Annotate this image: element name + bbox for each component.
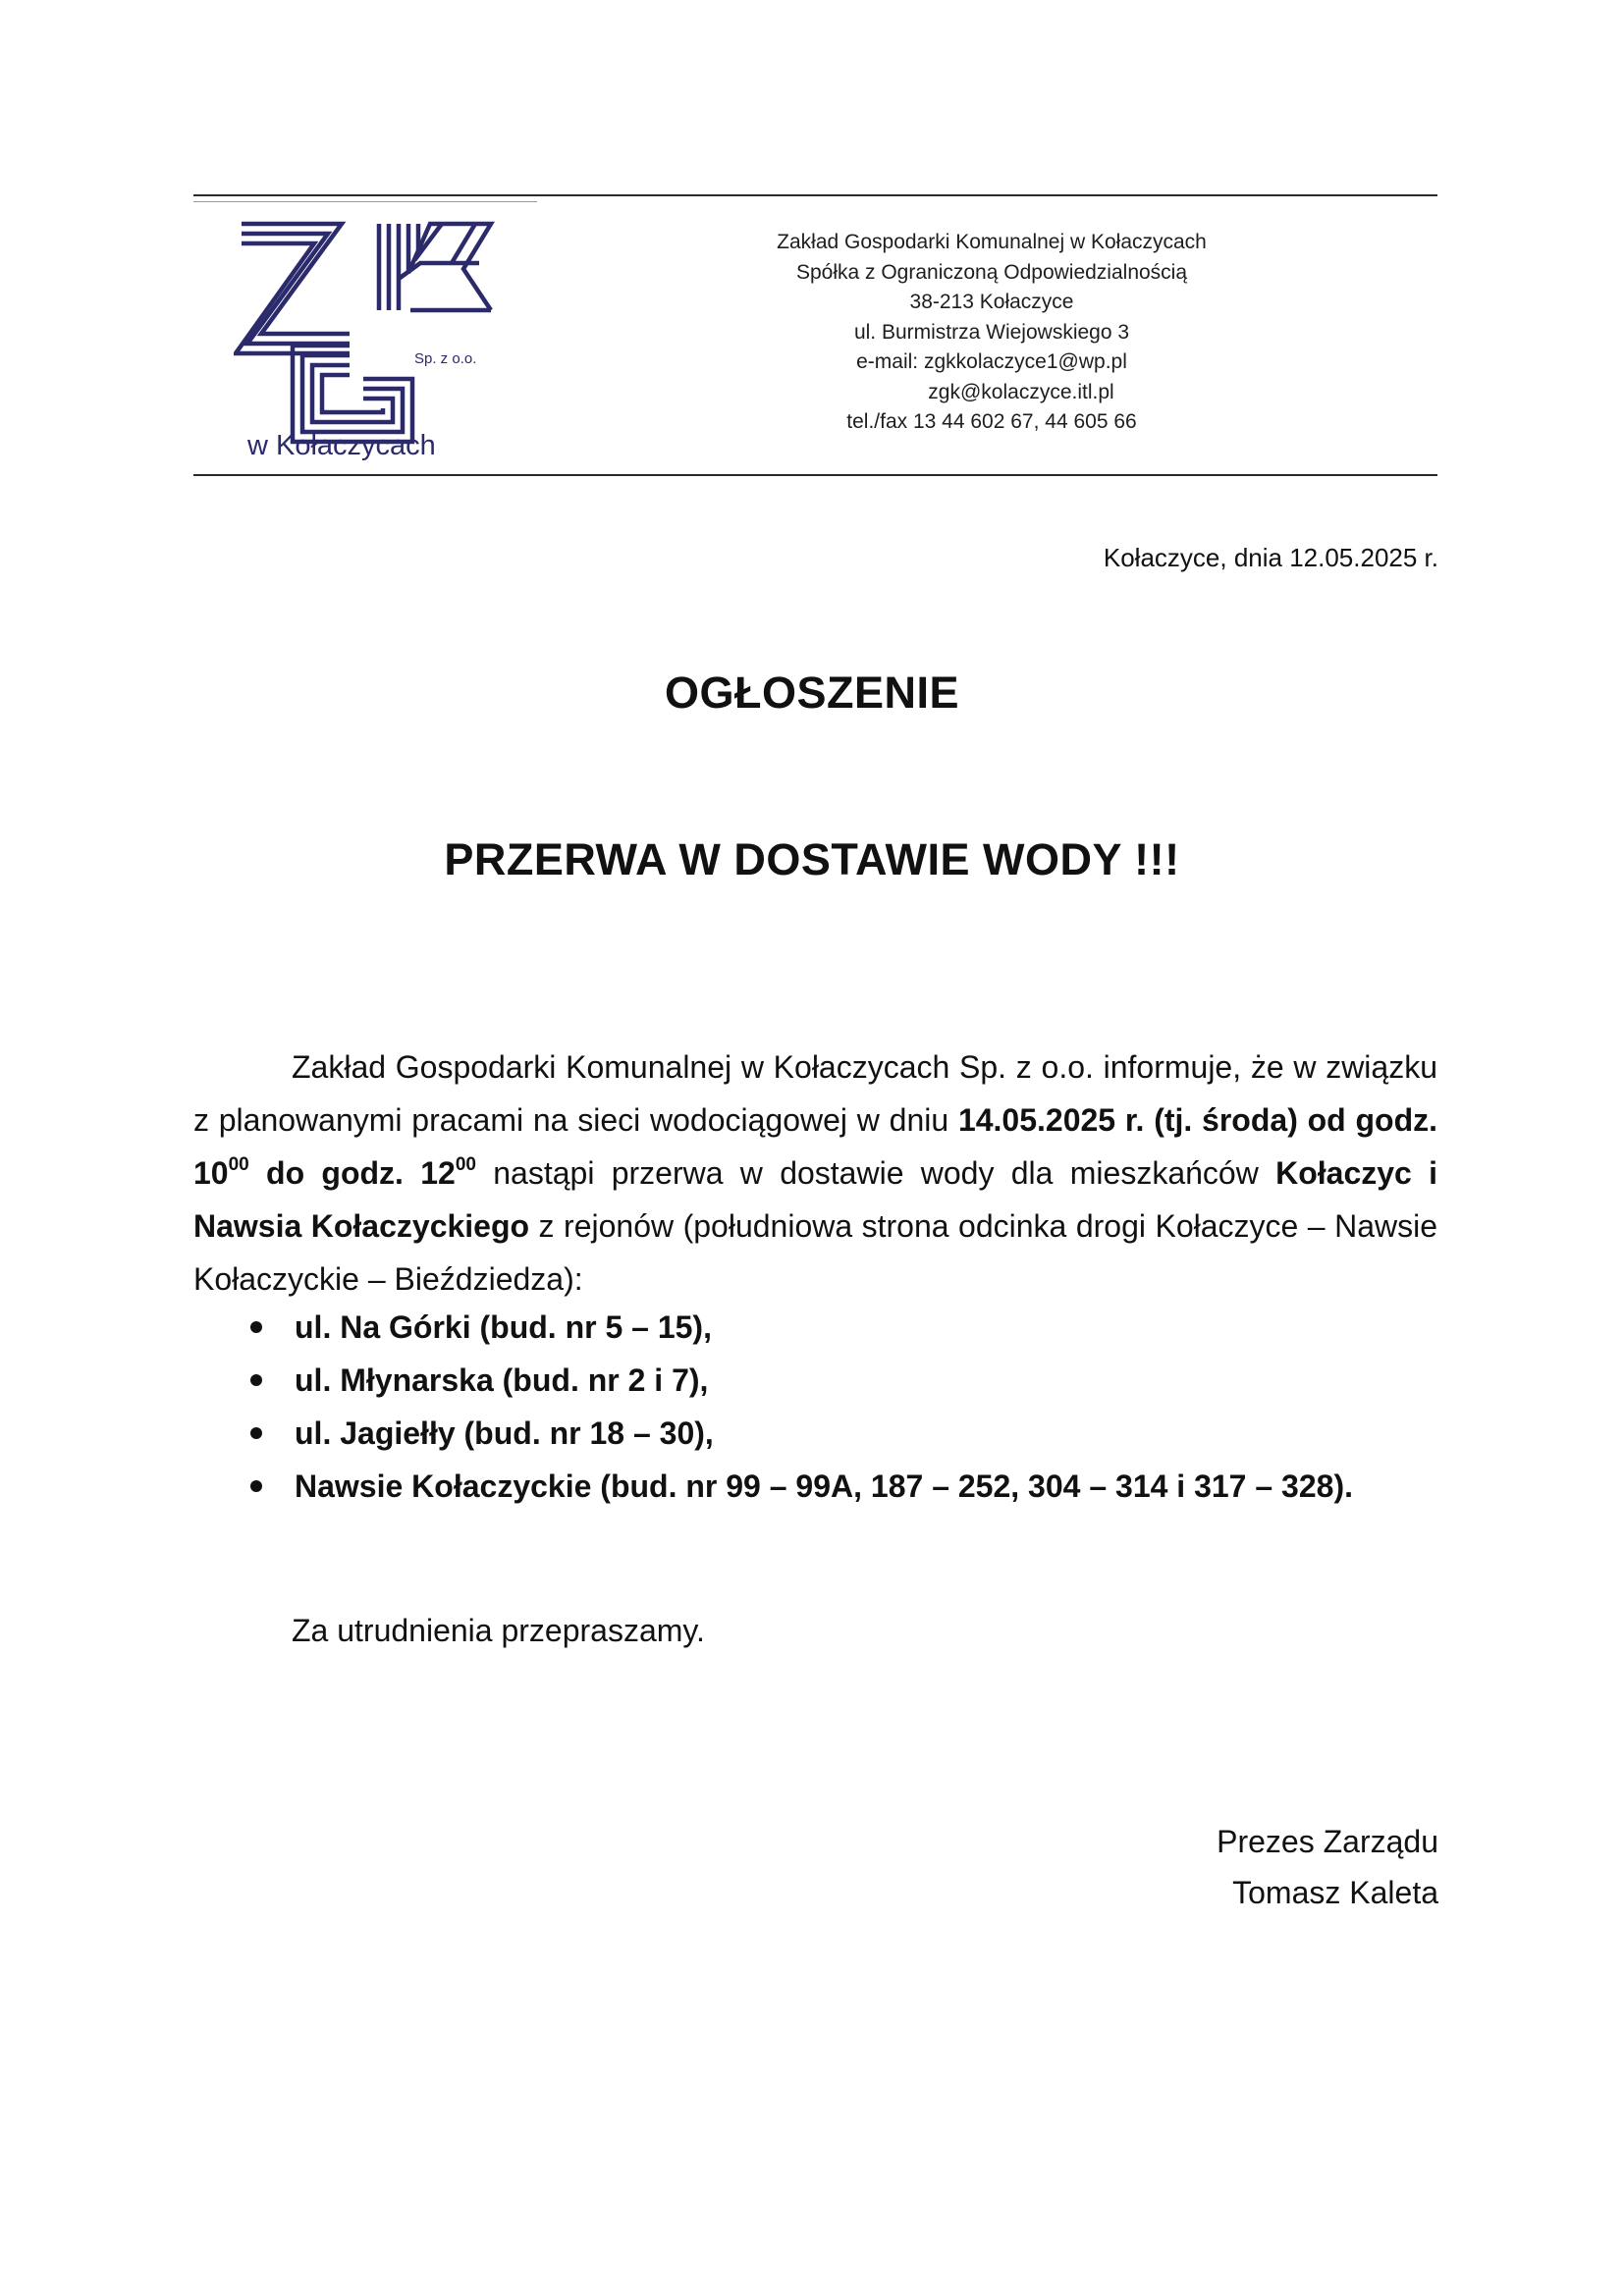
end-hour-minutes: 00 [455, 1154, 476, 1175]
announcement-body [193, 1041, 1437, 1306]
company-name: Zakład Gospodarki Komunalnej w Kołaczycach [777, 231, 1207, 253]
list-item [193, 1301, 1470, 1354]
outage-end-text: do godz. 12 [248, 1155, 456, 1191]
bullet-icon [250, 1374, 262, 1386]
signature-name: Tomasz Kaleta [1232, 1875, 1438, 1910]
company-legal-form: Spółka z Ograniczoną Odpowiedzialnością [795, 260, 1188, 284]
affected-streets-list [193, 1301, 1470, 1513]
company-email-1[interactable]: e-mail: zgkkolaczyce1@wp.pl [856, 350, 1127, 373]
company-phone: tel./fax 13 44 602 67, 44 605 66 [846, 410, 1137, 433]
page-title: OGŁOSZENIE [664, 667, 960, 718]
paragraph-middle: nastąpi przerwa w dostawie wody dla mieszkańców [475, 1155, 1276, 1191]
affected-places: Kołaczyc i Nawsia Kołaczyckiego [193, 1155, 1438, 1244]
zgk-logo [234, 208, 528, 473]
company-street: ul. Burmistrza Wiejowskiego 3 [853, 320, 1130, 344]
list-item [193, 1407, 1470, 1460]
paragraph-intro: Zakład Gospodarki Komunalnej w Kołaczycach Sp. z o.o. informuje, że w związku z planowanymi pracami na sieci wodociągowej w dniu [193, 1049, 1437, 1138]
signature-block [1217, 1816, 1438, 1918]
company-info [628, 228, 1355, 438]
street-label: Nawsie Kołaczyckie (bud. nr 99 – 99A, 187 – 252, 304 – 314 i 317 – 328). [295, 1468, 1353, 1504]
logo-place: w Kołaczycach [247, 430, 436, 461]
street-label: ul. Na Górki (bud. nr 5 – 15), [295, 1309, 712, 1345]
announcement-paragraph [193, 1041, 1437, 1306]
page-subtitle: PRZERWA W DOSTAWIE WODY !!! [444, 834, 1180, 884]
logo-top-rule [193, 201, 537, 202]
company-postal-code: 38-213 Kołaczyce [909, 291, 1074, 313]
start-hour-minutes: 00 [228, 1154, 249, 1175]
header-top-rule [193, 194, 1437, 196]
closing-line: Za utrudnienia przepraszamy. [292, 1613, 705, 1648]
outage-date: 14.05.2025 r. (tj. środa) od godz. 10 [193, 1102, 1438, 1191]
header-bottom-rule [193, 474, 1437, 476]
bullet-icon [250, 1480, 262, 1492]
company-email-2[interactable]: zgk@kolaczyce.itl.pl [928, 380, 1114, 403]
bullet-icon [250, 1427, 262, 1439]
list-item [193, 1354, 1470, 1407]
signature-role: Prezes Zarządu [1217, 1824, 1438, 1859]
list-item [193, 1460, 1470, 1513]
bullet-icon [250, 1321, 262, 1333]
street-label: ul. Jagiełły (bud. nr 18 – 30), [295, 1415, 714, 1451]
date-line: Kołaczyce, dnia 12.05.2025 r. [1103, 543, 1438, 572]
paragraph-end: z rejonów (południowa strona odcinka drogi Kołaczyce – Nawsie Kołaczyckie – Bieździedza): [193, 1208, 1438, 1297]
logo-suffix: Sp. z o.o. [414, 350, 477, 367]
street-label: ul. Młynarska (bud. nr 2 i 7), [295, 1362, 709, 1398]
